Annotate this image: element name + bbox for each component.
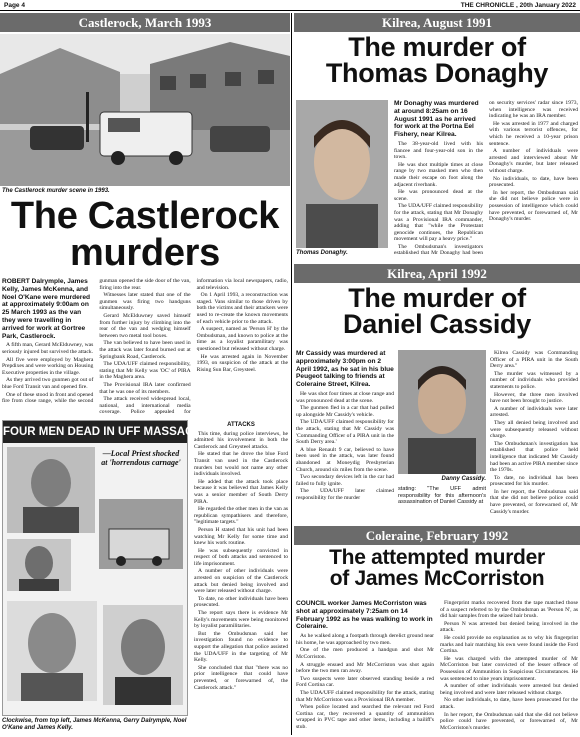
mccorriston-headline-line-1: The attempted murder bbox=[329, 546, 545, 569]
castlerock-scene-photo bbox=[0, 34, 290, 186]
cassidy-paragraph: A number of individuals were later arrested. bbox=[490, 405, 578, 419]
castlerock-paragraph: One of these stood in front and opened fire from close range, while the second gunman opened the side door of the van, firing into the rear. bbox=[2, 278, 191, 405]
castlerock-paragraph: He regarded the other men in the van as republican sympathisers and therefore, "legitimate targets." bbox=[194, 506, 288, 526]
castlerock-paragraph: Witnesses later stated that one of the gunmen was firing two handguns simultaneously. bbox=[99, 292, 191, 312]
donaghy-paragraph: He was arrested in 1977 and charged with various terrorist offences, for which he received a 10-year prison sentence. bbox=[489, 120, 578, 147]
cassidy-quote: stating: "The UFF admit responsibility for this afternoon's assassination of Daniel Cassidy at bbox=[398, 486, 486, 506]
mccorriston-article bbox=[296, 600, 578, 734]
cassidy-paragraph: The gunmen fled in a car that had pulled up alongside Mr Cassidy's vehicle. bbox=[296, 405, 394, 418]
masthead bbox=[0, 0, 580, 11]
castlerock-paragraph: All five were employed by Maghera Prepdixes and were working on Housing Executive properties in the village. bbox=[2, 356, 94, 376]
cassidy-paragraph: They all denied being involved and were subsequently released without charge. bbox=[490, 419, 578, 440]
donaghy-paragraph: No individuals, to date, have been prosecuted. bbox=[489, 175, 578, 189]
portrait-kelly bbox=[103, 605, 183, 705]
mccorriston-paragraph: No other individuals, to date, have been prosecuted for the attack. bbox=[440, 697, 578, 710]
mccorriston-paragraph: Fingerprint marks recovered from the tape matched those of a suspect referred to by the Ombudsman as 'Person N', as did hair samples from the seized hair brush. bbox=[440, 600, 578, 620]
castlerock-paragraph: The van believed to have been used in the attack was later found burned out at Springbank Road, Castlerock. bbox=[99, 340, 191, 360]
page-number: Page 4 bbox=[4, 2, 25, 9]
cassidy-paragraph: To date, no individual has been prosecuted for his murder. bbox=[490, 474, 578, 488]
castlerock-paragraph: A suspect, named as 'Person H' by the Ombudsman, and known to police at the time as a loyalist paramilitary was questioned but released without charge. bbox=[196, 326, 288, 352]
castlerock-headline-line-2: murders bbox=[70, 232, 220, 275]
cassidy-paragraph: The murder was witnessed by a number of individuals who provided statements to police. bbox=[490, 370, 578, 390]
cassidy-headline-line-1: The murder of bbox=[348, 283, 526, 313]
donaghy-banner: Kilrea, August 1991 bbox=[294, 13, 580, 32]
mccorriston-paragraph: When police located and searched the relevant red Ford Cortina car, they recovered a quantity of ammunition wrapped in PVC tape and other items, including a bailiff's stub. bbox=[296, 704, 434, 730]
castlerock-paragraph: Person H stated that his unit had been watching Mr Kelly for some time and knew his work routine. bbox=[194, 526, 288, 547]
castlerock-lead: ROBERT Dalrymple, James Kelly, James McKenna, and Noel O'Kane were murdered at approximately 9:00am on 25 March 1993 as the van they were travelling in arrived for work at Gortree Park, Castlerock. bbox=[2, 278, 91, 340]
mccorriston-banner: Coleraine, February 1992 bbox=[294, 526, 580, 545]
cassidy-caption: Danny Cassidy. bbox=[441, 476, 486, 482]
cassidy-paragraph: The Ombudsman's investigation has established that police held intelligence that indicated Mr Cassidy had been an active PIRA member since the 1970s. bbox=[490, 440, 578, 474]
donaghy-paragraph: The 38-year-old lived with his fiancee and four-year-old son in the town. bbox=[394, 140, 483, 161]
mccorriston-headline-line-2: of James McCorriston bbox=[329, 566, 545, 590]
cassidy-article-left bbox=[296, 350, 394, 520]
mccorriston-paragraph: Person N was arrested but denied being involved in the attack. bbox=[440, 620, 578, 634]
castlerock-paragraph: The UDA/UFF claimed responsibility, stating that Mr Kelly was 'OC' of PIRA in the Maghera area. bbox=[99, 361, 191, 381]
mccorriston-paragraph: He could provide no explanation as to why his fingerprint marks and hair matching his own were found inside the Ford Cortina. bbox=[440, 634, 578, 655]
publication-date: THE CHRONICLE , 20th January 2022 bbox=[460, 2, 576, 9]
donaghy-headline-line-2: Thomas Donaghy bbox=[325, 58, 549, 89]
castlerock-paragraph: He stated that he drove the blue Ford Transit van used in the Castlerock murders but would not name any other individuals involved. bbox=[194, 451, 288, 478]
mccorriston-paragraph: A struggle ensued and Mr McCorriston was shot again before the two men ran away. bbox=[296, 661, 434, 675]
mccorriston-paragraph: In her report, the Ombudsman said that she did not believe police could have prevented, or forewarned of, Mr McCorriston's murder. bbox=[440, 711, 578, 731]
castlerock-paragraph: The attack received widespread local, national, and international media coverage. Police appealed for information via local newspapers, radio, and television. bbox=[99, 278, 288, 416]
donaghy-paragraph: A number of individuals were arrested and interviewed about Mr Donaghy's murder, but later released without charge. bbox=[489, 148, 578, 174]
castlerock-paragraph: But the Ombudsman said her investigation found no evidence to support the allegation that police assisted the UDA/UFF in the targeting of Mr Kelly. bbox=[194, 630, 288, 664]
donaghy-paragraph: In her report, the Ombudsman said she did not believe police were in possession of intelligence which could have prevented, or forewarned of, Mr Donaghy's murder. bbox=[489, 189, 578, 223]
castlerock-scene-caption: The Castlerock murder scene in 1993. bbox=[2, 188, 110, 194]
clipping-subhead: —Local Priest shocked at 'horrendous carnage' bbox=[101, 449, 181, 467]
castlerock-article-continued bbox=[194, 420, 288, 732]
castlerock-banner: Castlerock, March 1993 bbox=[0, 13, 290, 32]
castlerock-paragraph: This time, during police interviews, he admitted his involvement in both the Castlerock and Greysteel attacks. bbox=[194, 430, 288, 450]
castlerock-headline-line-1: The Castlerock bbox=[10, 195, 280, 237]
mccorriston-paragraph: He was charged with the attempted murder of Mr McCorriston but later convicted of the lesser offence of Possession of Ammunition in Suspicious Circumstances. He was sentenced to nine years imprisonment. bbox=[440, 655, 578, 682]
donaghy-article bbox=[394, 100, 578, 260]
clipping-scene-photo bbox=[99, 499, 183, 569]
cassidy-lead: Mr Cassidy was murdered at approximately 3:00pm on 2 April 1992, as he sat in his blue Peugeot talking to friends at Coleraine Street, Kilrea. bbox=[296, 350, 394, 389]
castlerock-paragraph: The Provisional IRA later confirmed that he was one of its members. bbox=[99, 381, 191, 395]
cassidy-paragraph: Two secondary devices left in the car had failed to fully ignite. bbox=[296, 474, 394, 487]
donaghy-headline-line-1: The murder of bbox=[348, 32, 526, 62]
mccorriston-paragraph: One of the men produced a handgun and shot Mr McCorriston. bbox=[296, 647, 434, 660]
castlerock-paragraph: She concluded that that "there was no prior intelligence that could have prevented, or forewarned of, the Castlerock attack." bbox=[194, 664, 288, 691]
cassidy-headline-line-2: Daniel Cassidy bbox=[343, 309, 531, 340]
cassidy-paragraph: The UDA/UFF later claimed responsibility for the murder bbox=[296, 488, 394, 501]
cassidy-banner: Kilrea, April 1992 bbox=[294, 264, 580, 283]
castlerock-paragraph: To date, no other individuals have been prosecuted. bbox=[194, 595, 288, 609]
portrait-mckenna bbox=[7, 447, 95, 533]
cassidy-headline bbox=[294, 285, 580, 347]
castlerock-paragraph: A number of other individuals were arrested on suspicion of the Castlerock attack but denied being involved and were later released without charge. bbox=[194, 568, 288, 595]
cassidy-portrait bbox=[398, 350, 486, 474]
portrait-okane bbox=[7, 539, 71, 591]
cassidy-paragraph: The UDA/UFF claimed responsibility for the attack, stating that Mr Cassidy was 'Commanding Officer of a PIRA unit in the South Derry area.' bbox=[296, 419, 394, 446]
castlerock-paragraph: The report says there is evidence Mr Kelly's movements were being monitored by loyalist paramilitaries. bbox=[194, 610, 288, 630]
castlerock-paragraph: As they arrived two gunmen got out of blue Ford Transit van and opened fire. bbox=[2, 377, 94, 390]
castlerock-paragraph: He was subsequently convicted in respect of both attacks and sentenced to life imprisonment. bbox=[194, 547, 288, 567]
castlerock-paragraph: He was arrested again in November 1993, on suspicion of the attack at the Rising Sun Bar, Greysteel. bbox=[196, 353, 288, 373]
mccorriston-paragraph: A number of other individuals were arrested but denied being involved and were later released without charge. bbox=[440, 683, 578, 696]
mccorriston-headline bbox=[294, 548, 580, 598]
mccorriston-lead: COUNCIL worker James McCorriston was shot at approximately 7:25am on 14 February 1992 as he was walking to work in Coleraine. bbox=[296, 600, 433, 631]
castlerock-article-top bbox=[2, 278, 288, 416]
victims-collage-caption: Clockwise, from top left, James McKenna, Gerry Dalrymple, Noel O'Kane and James Kelly. bbox=[2, 718, 187, 731]
cassidy-article-right bbox=[490, 350, 578, 520]
cassidy-paragraph: A blue Renault 9 car, believed to have been used in the attack, was later found abandoned at Moneydig Presbyterian Church, around six miles from the scene. bbox=[296, 446, 394, 473]
portrait-dalrymple bbox=[7, 601, 97, 701]
castlerock-paragraph: Gerard McElduwney saved himself from further injury by climbing into the rear of the van and wedging himself between two metal tool boxes. bbox=[99, 312, 191, 339]
donaghy-paragraph: The Ombudsman's investigators established that Mr Donaghy had been on security services' radar since 1973, when intelligence was received indicating he was an IRA member. bbox=[394, 100, 578, 257]
column-divider bbox=[291, 13, 292, 735]
cassidy-paragraph: He was shot four times at close range and was pronounced dead at the scene. bbox=[296, 390, 394, 404]
donaghy-lead: Mr Donaghy was murdered at around 8:25am on 16 August 1991 as he arrived for work at the Portna Eel Fishery, near Kilrea. bbox=[394, 100, 479, 139]
castlerock-paragraph: He added that the attack took place because it was believed that James Kelly was a senior member of South Derry PIRA. bbox=[194, 478, 288, 505]
mccorriston-paragraph: Two suspects were later observed standing beside a red Ford Cortina car. bbox=[296, 675, 434, 689]
cassidy-paragraph: However, the three men involved have not been brought to justice. bbox=[490, 391, 578, 405]
mccorriston-paragraph: As he walked along a footpath through derelict ground near his home, he was approached by two men. bbox=[296, 633, 434, 646]
victims-collage bbox=[2, 420, 210, 716]
donaghy-paragraph: The UDA/UFF claimed responsibility for the attack, stating that Mr Donaghy was a Provisional IRA commander, adding that "while the Protestant genocide continues, the Republican movement will pay a heavy price." bbox=[394, 203, 483, 243]
castlerock-paragraph: On 1 April 1993, a reconstruction was staged. Vans similar to those driven by both the victims and their attackers were used to re-create the known movements of each vehicle prior to the attack. bbox=[196, 292, 288, 325]
donaghy-paragraph: He was shot multiple times at close range by two masked men who then made their escape on foot along the adjacent riverbank. bbox=[394, 161, 483, 188]
cassidy-paragraph: Kilrea Cassidy was Commanding Officer of a PIRA unit in the South Derry area." bbox=[490, 350, 578, 370]
donaghy-paragraph: He was pronounced dead at the scene. bbox=[394, 189, 483, 202]
castlerock-paragraph: A fifth man, Gerard McElduwney, was seriously injured but survived the attack. bbox=[2, 342, 94, 355]
cassidy-paragraph: In her report, the Ombudsman said that she did not believe police could have prevented, or forewarned of, Mr Cassidy's murder. bbox=[490, 488, 578, 515]
donaghy-headline bbox=[294, 34, 580, 96]
donaghy-caption: Thomas Donaghy. bbox=[296, 250, 348, 256]
castlerock-headline bbox=[0, 195, 290, 275]
castlerock-subhead: ATTACKS bbox=[227, 422, 255, 428]
mccorriston-paragraph: The UDA/UFF claimed responsibility for the attack, stating that Mr McCorriston was a Provisional IRA member. bbox=[296, 689, 434, 703]
clipping-headline: FOUR MEN DEAD IN UFF MASSACRE bbox=[3, 421, 187, 443]
donaghy-portrait bbox=[296, 100, 388, 248]
